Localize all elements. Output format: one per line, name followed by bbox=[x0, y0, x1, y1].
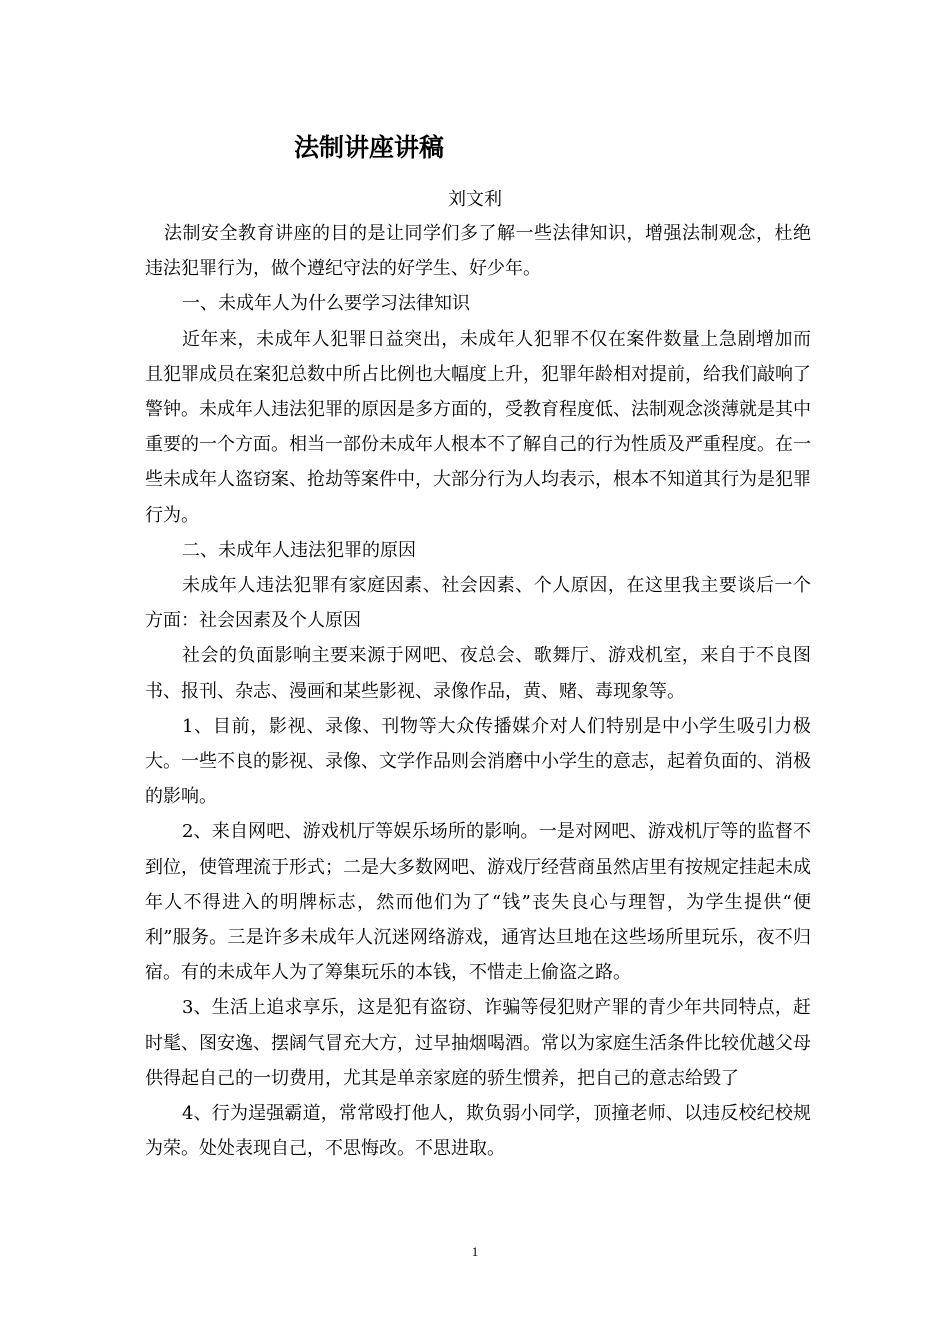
section-heading-1: 一、未成年人为什么要学习法律知识 bbox=[182, 293, 470, 315]
list-item-4: 4、行为逞强霸道，常常殴打他人，欺负弱小同学，顶撞老师、以违反校纪校规为荣。处处表现自己，不思悔改。不思进取。 bbox=[145, 1103, 811, 1160]
list-item-3: 3、生活上追求享乐，这是犯有盗窃、诈骗等侵犯财产罪的青少年共同特点，赶时髦、图安逸、摆阔气冒充大方，过早抽烟喝酒。常以为家庭生活条件比较优越父母供得起自己的一切费用，尤其是单亲家庭的骄生惯养，把自己的意志给毁了 bbox=[145, 997, 811, 1089]
list-item-1: 1、目前，影视、录像、刊物等大众传播媒介对人们特别是中小学生吸引力极大。一些不良的影视、录像、文学作品则会消磨中小学生的意志，起着负面的、消极的影响。 bbox=[145, 715, 811, 808]
document-body bbox=[145, 216, 811, 1166]
body-paragraph: 未成年人违法犯罪有家庭因素、社会因素、个人原因，在这里我主要谈后一个方面：社会因素及个人原因 bbox=[145, 575, 811, 632]
document-title: 法制讲座讲稿 bbox=[294, 133, 445, 162]
section-heading-2: 二、未成年人违法犯罪的原因 bbox=[182, 539, 416, 561]
list-item-2: 2、来自网吧、游戏机厅等娱乐场所的影响。一是对网吧、游戏机厅等的监督不到位，使管理流于形式；二是大多数网吧、游戏厅经营商虽然店里有按规定挂起未成年人不得进入的明牌标志，然而他们为了“钱”丧失良心与理智，为学生提供“便利”服务。三是许多未成年人沉迷网络游戏，通宵达旦地在这些场所里玩乐，夜不归宿。有的未成年人为了筹集玩乐的本钱，不惜走上偷盗之路。 bbox=[145, 821, 811, 984]
intro-paragraph: 法制安全教育讲座的目的是让同学们多了解一些法律知识，增强法制观念，杜绝违法犯罪行为，做个遵纪守法的好学生、好少年。 bbox=[145, 223, 811, 280]
author-name: 刘文利 bbox=[448, 189, 502, 210]
body-paragraph: 近年来，未成年人犯罪日益突出，未成年人犯罪不仅在案件数量上急剧增加而且犯罪成员在案犯总数中所占比例也大幅度上升，犯罪年龄相对提前，给我们敲响了警钟。未成年人违法犯罪的原因是多方面的，受教育程度低、法制观念淡薄就是其中重要的一个方面。相当一部份未成年人根本不了解自己的行为性质及严重程度。在一些未成年人盗窃案、抢劫等案件中，大部分行为人均表示，根本不知道其行为是犯罪行为。 bbox=[145, 328, 811, 526]
body-paragraph: 社会的负面影响主要来源于网吧、夜总会、歌舞厅、游戏机室，来自于不良图书、报刊、杂志、漫画和某些影视、录像作品，黄、赌、毒现象等。 bbox=[145, 645, 811, 702]
page-number: 1 bbox=[471, 1244, 479, 1259]
